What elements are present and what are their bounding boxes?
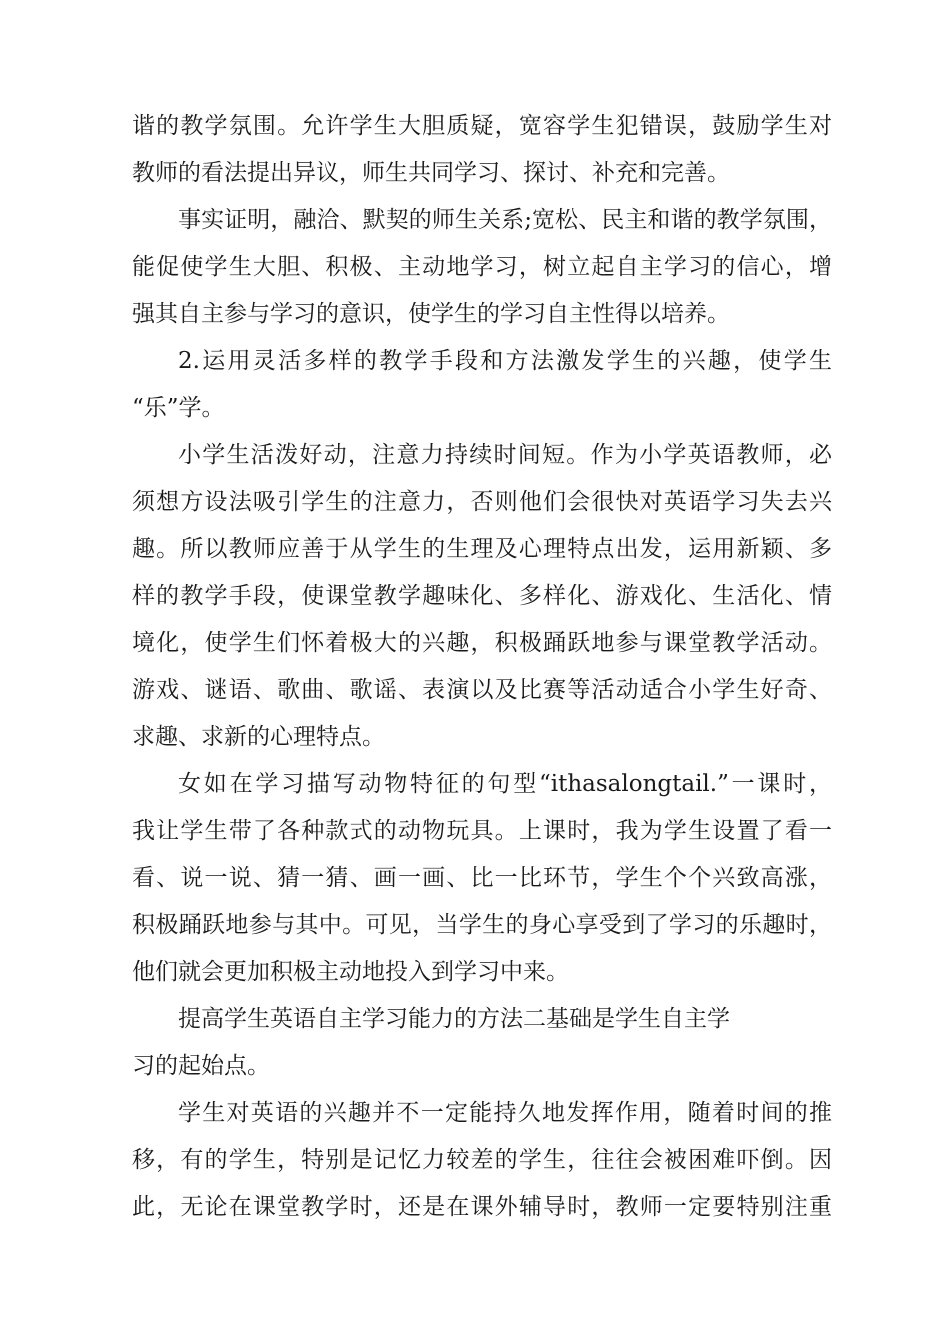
text-line: 能促使学生大胆、积极、主动地学习，树立起自主学习的信心，增: [132, 254, 832, 280]
body-text: [132, 103, 832, 1231]
text-line: 小学生活泼好动，注意力持续时间短。作为小学英语教师，必: [178, 442, 832, 468]
text-line: 习的起始点。: [132, 1053, 270, 1079]
text-line: 游戏、谜语、歌曲、歌谣、表演以及比赛等活动适合小学生好奇、: [132, 677, 832, 703]
text-line: 他们就会更加积极主动地投入到学习中来。: [132, 959, 569, 985]
text-line: “乐”学。: [132, 395, 225, 421]
text-line: 趣。所以教师应善于从学生的生理及心理特点出发，运用新颖、多: [132, 536, 832, 562]
text-line: 看、说一说、猜一猜、画一画、比一比环节，学生个个兴致高涨，: [132, 865, 832, 891]
text-line: 求趣、求新的心理特点。: [132, 724, 385, 750]
text-line: 女如在学习描写动物特征的句型“ithasalongtail.”一课时，: [178, 771, 832, 797]
text-line: 2.运用灵活多样的教学手段和方法激发学生的兴趣，使学生: [178, 348, 832, 374]
text-line: 教师的看法提出异议，师生共同学习、探讨、补充和完善。: [132, 160, 730, 186]
text-line: 学生对英语的兴趣并不一定能持久地发挥作用，随着时间的推: [178, 1100, 832, 1126]
text-line: 移，有的学生，特别是记忆力较差的学生，往往会被困难吓倒。因: [132, 1147, 832, 1173]
text-line: 此，无论在课堂教学时，还是在课外辅导时，教师一定要特别注重: [132, 1194, 832, 1220]
text-line: 事实证明，融洽、默契的师生关系;宽松、民主和谐的教学氛围，: [178, 207, 832, 233]
text-line: 样的教学手段，使课堂教学趣味化、多样化、游戏化、生活化、情: [132, 583, 832, 609]
text-line: 我让学生带了各种款式的动物玩具。上课时，我为学生设置了看一: [132, 818, 832, 844]
text-line: 须想方设法吸引学生的注意力，否则他们会很快对英语学习失去兴: [132, 489, 832, 515]
text-line: 强其自主参与学习的意识，使学生的学习自主性得以培养。: [132, 301, 730, 327]
text-line: 谐的教学氛围。允许学生大胆质疑，宽容学生犯错误，鼓励学生对: [132, 113, 832, 139]
text-line: 提高学生英语自主学习能力的方法二基础是学生自主学: [178, 1006, 730, 1032]
text-line: 积极踊跃地参与其中。可见，当学生的身心享受到了学习的乐趣时，: [132, 912, 832, 938]
text-line: 境化，使学生们怀着极大的兴趣，积极踊跃地参与课堂教学活动。: [132, 630, 832, 656]
